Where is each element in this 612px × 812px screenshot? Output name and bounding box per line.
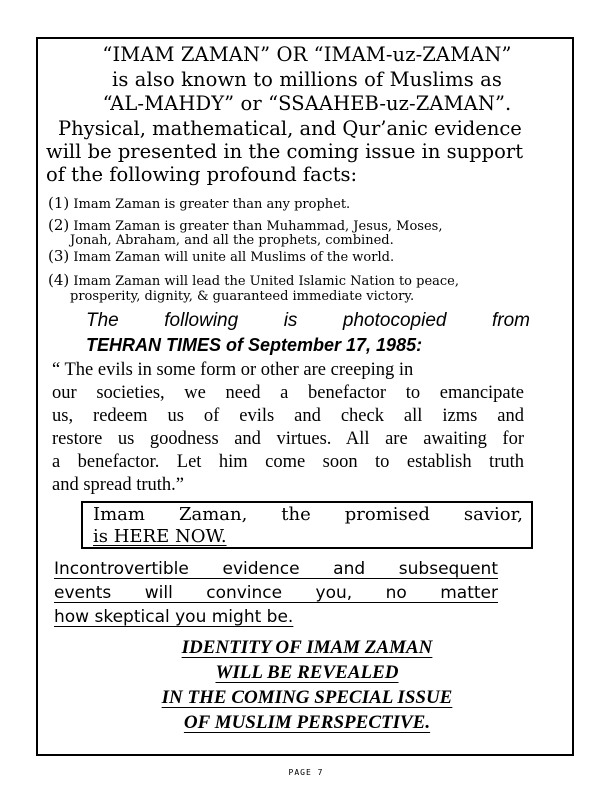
fact-1 (48, 196, 350, 212)
fact-number: (4) (48, 271, 70, 289)
fact-text: Imam Zaman is greater than Muhammad, Jesus, Moses, (73, 219, 443, 234)
following-word: is (283, 310, 298, 331)
following-word: The (86, 310, 119, 331)
following-word: following (164, 310, 239, 331)
fact-number: (3) (48, 247, 70, 265)
incontrovertible-line-3: how skeptical you might be. (54, 607, 294, 627)
fact-text: Imam Zaman will unite all Muslims of the world. (73, 250, 395, 265)
following-word: from (491, 310, 530, 331)
identity-line-1: IDENTITY OF IMAM ZAMAN (181, 637, 433, 658)
fact-2-continued: Jonah, Abraham, and all the prophets, combined. (70, 233, 394, 248)
fact-text: Imam Zaman will lead the United Islamic Nation to peace, (73, 274, 460, 289)
identity-line-2: WILL BE REVEALED (215, 662, 399, 683)
quote-line-2: our societies, we need a benefactor to emancipate (52, 383, 524, 403)
box-line-1: Imam Zaman, the promised savior, (93, 504, 523, 525)
source-line: TEHRAN TIMES of September 17, 1985: (86, 335, 423, 355)
fact-text: Imam Zaman is greater than any prophet. (73, 197, 351, 212)
fact-number: (1) (48, 194, 70, 212)
here-now-box (81, 501, 533, 549)
box-line-2: is HERE NOW. (93, 526, 227, 547)
intro-line-2: will be presented in the coming issue in support (46, 140, 524, 163)
page-frame (36, 37, 574, 756)
page-number: PAGE 7 (288, 768, 324, 777)
quote-line-3: us, redeem us of evils and check all izms and (52, 406, 524, 426)
quote-line-6: and spread truth.” (52, 475, 185, 495)
fact-4 (48, 273, 459, 289)
fact-2 (48, 218, 442, 234)
headline-line-2: is also known to millions of Muslims as (112, 68, 502, 91)
quote-line-4: restore us goodness and virtues. All are awaiting for (52, 429, 524, 449)
fact-3 (48, 249, 394, 265)
intro-line-1: Physical, mathematical, and Qur’anic evidence (58, 117, 522, 140)
headline-line-1: “IMAM ZAMAN” OR “IMAM-uz-ZAMAN” (102, 43, 512, 66)
following-word: photocopied (342, 310, 447, 331)
identity-line-3: IN THE COMING SPECIAL ISSUE (161, 687, 453, 708)
intro-line-3: of the following profound facts: (46, 163, 358, 186)
following-line (86, 310, 530, 332)
incontrovertible-line-2: events will convince you, no matter (54, 583, 498, 603)
quote-line-5: a benefactor. Let him come soon to establish truth (52, 452, 524, 472)
quote-line-1: “ The evils in some form or other are creeping in (52, 360, 414, 380)
identity-line-4: OF MUSLIM PERSPECTIVE. (183, 712, 431, 733)
fact-4-continued: prosperity, dignity, & guaranteed immediate victory. (70, 289, 415, 304)
incontrovertible-line-1: Incontrovertible evidence and subsequent (54, 559, 498, 579)
fact-number: (2) (48, 216, 70, 234)
headline-line-3: “AL-MAHDY” or “SSAAHEB-uz-ZAMAN”. (102, 92, 512, 115)
